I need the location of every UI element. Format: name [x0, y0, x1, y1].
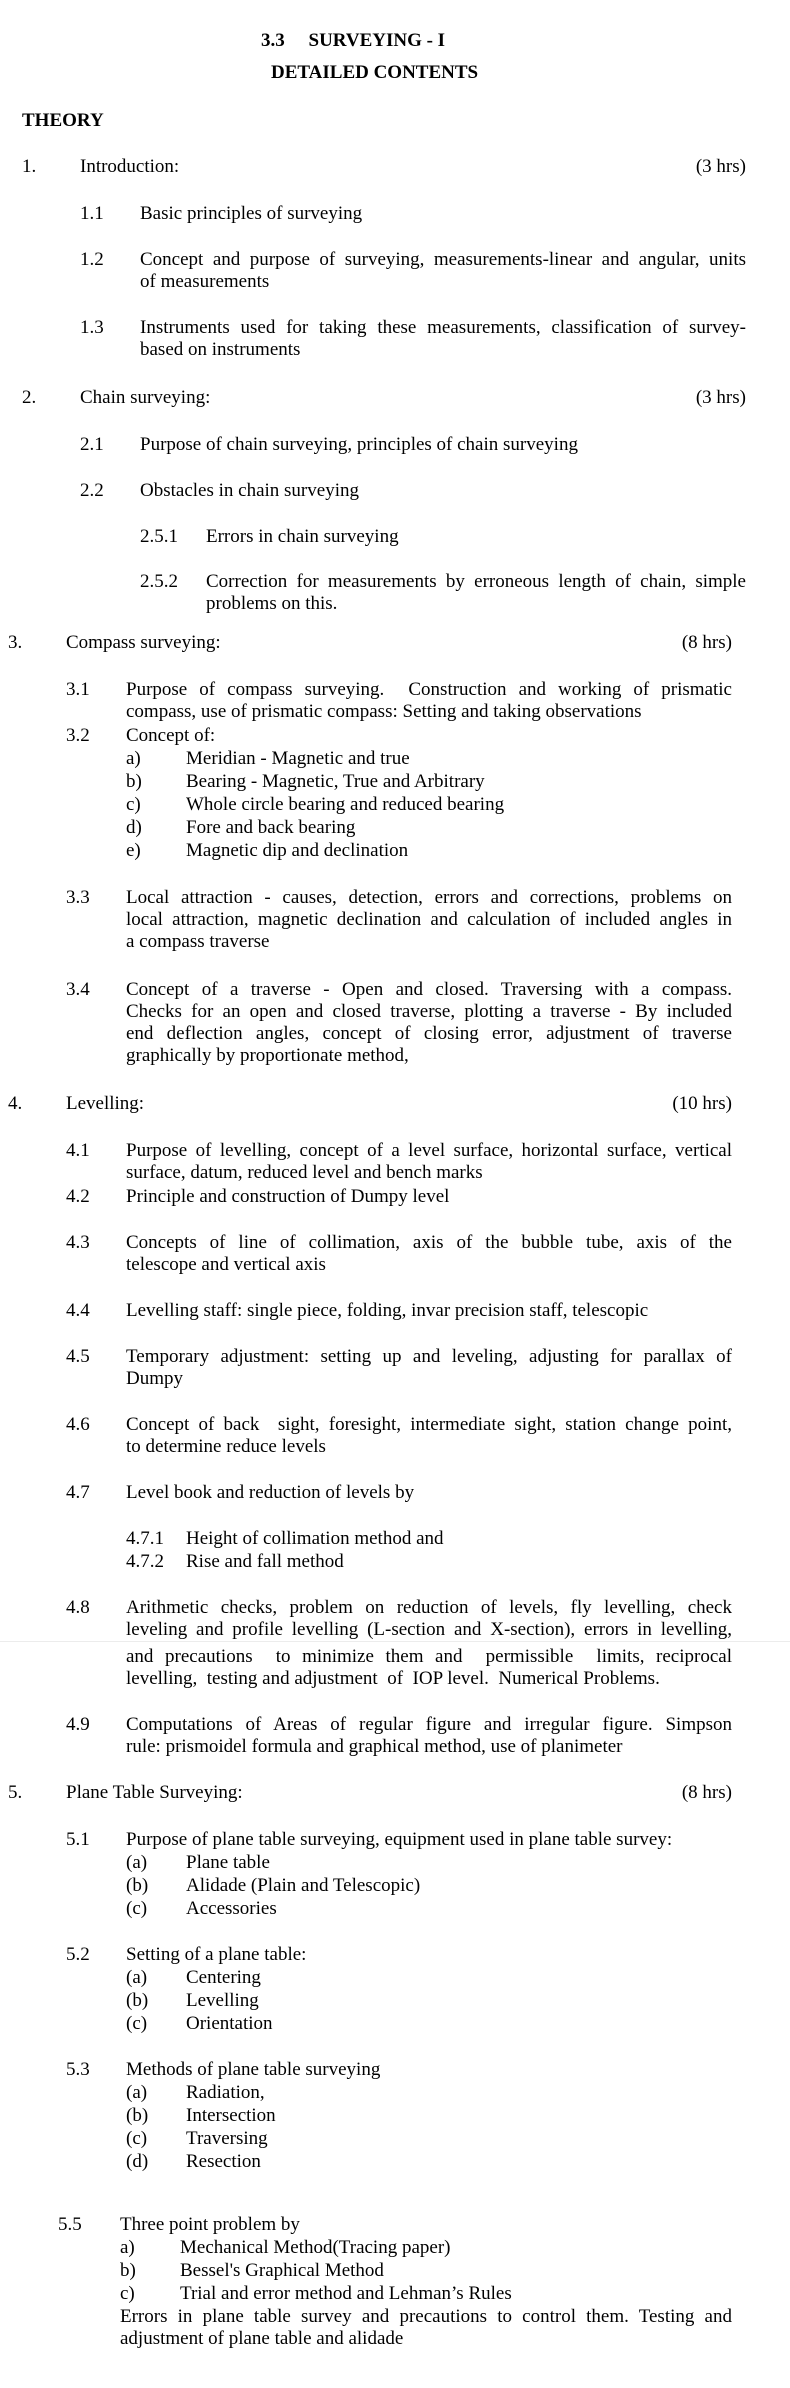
- item-number: 4.1: [66, 1140, 90, 1161]
- item-number: 2.2: [80, 480, 104, 501]
- item-number: 1.3: [80, 317, 104, 338]
- list-marker: e): [126, 840, 141, 861]
- item-number: 5.1: [66, 1829, 90, 1850]
- section-title: Levelling:: [66, 1093, 145, 1114]
- item-text: Concepts of line of collimation, axis of the bubble tube, axis of the telescope and vertical axis: [126, 1232, 732, 1275]
- list-marker: (a): [126, 2082, 148, 2103]
- list-item: Intersection: [186, 2105, 276, 2126]
- item-text: Purpose of compass surveying. Construction and working of prismatic compass, use of prismatic compass: Setting and taking observations: [126, 679, 732, 722]
- section-hours: (8 hrs): [681, 1782, 732, 1803]
- item-text: and precautions to minimize them and permissible limits, reciprocal levelling, testing and adjustment of IOP level. Numerical Problems.: [126, 1646, 732, 1689]
- list-item: Radiation,: [186, 2082, 265, 2103]
- item-number: 5.5: [58, 2214, 82, 2235]
- list-marker: (b): [126, 1990, 149, 2011]
- subitem-text: Correction for measurements by erroneous length of chain, simple problems on this.: [206, 571, 746, 614]
- item-text: Basic principles of surveying: [140, 203, 363, 224]
- list-marker: (c): [126, 2013, 148, 2034]
- subitem-text: Rise and fall method: [186, 1551, 344, 1572]
- section-number: 2.: [22, 387, 37, 408]
- item-text: Level book and reduction of levels by: [126, 1482, 415, 1503]
- page-break-line: [0, 1641, 790, 1642]
- section-hours: (10 hrs): [672, 1093, 732, 1114]
- section-title: Compass surveying:: [66, 632, 221, 653]
- section-number: 1.: [22, 156, 37, 177]
- subitem-text: Height of collimation method and: [186, 1528, 444, 1549]
- item-text: Errors in plane table survey and precautions to control them. Testing and adjustment of plane table and alidade: [120, 2306, 732, 2349]
- section-heading-theory: THEORY: [22, 110, 104, 131]
- subitem-number: 2.5.2: [140, 571, 178, 592]
- list-marker: a): [126, 748, 141, 769]
- page-subtitle: DETAILED CONTENTS: [271, 62, 479, 83]
- item-text: Local attraction - causes, detection, errors and corrections, problems on local attraction, magnetic declination and calculation of included angles in a compass traverse: [126, 887, 732, 952]
- section-number: 3.: [8, 632, 23, 653]
- section-title: Plane Table Surveying:: [66, 1782, 243, 1803]
- subitem-number: 4.7.1: [126, 1528, 164, 1549]
- list-marker: b): [120, 2260, 136, 2281]
- list-item: Levelling: [186, 1990, 259, 2011]
- item-text: Setting of a plane table:: [126, 1944, 307, 1965]
- list-item: Centering: [186, 1967, 261, 1988]
- list-item: Bessel's Graphical Method: [180, 2260, 384, 2281]
- item-text: Methods of plane table surveying: [126, 2059, 381, 2080]
- list-marker: a): [120, 2237, 135, 2258]
- item-number: 2.1: [80, 434, 104, 455]
- item-text: Concept of back sight, foresight, intermediate sight, station change point, to determine reduce levels: [126, 1414, 732, 1457]
- subitem-number: 2.5.1: [140, 526, 178, 547]
- item-number: 1.2: [80, 249, 104, 270]
- item-text: Levelling staff: single piece, folding, invar precision staff, telescopic: [126, 1300, 649, 1321]
- list-marker: (a): [126, 1967, 148, 1988]
- item-text: Three point problem by: [120, 2214, 300, 2235]
- item-number: 5.3: [66, 2059, 90, 2080]
- list-marker: (d): [126, 2151, 149, 2172]
- section-hours: (3 hrs): [695, 387, 746, 408]
- list-marker: c): [120, 2283, 135, 2304]
- list-marker: (c): [126, 1898, 148, 1919]
- section-hours: (3 hrs): [695, 156, 746, 177]
- list-marker: (c): [126, 2128, 148, 2149]
- item-text: Purpose of plane table surveying, equipment used in plane table survey:: [126, 1829, 673, 1850]
- list-marker: b): [126, 771, 142, 792]
- item-number: 3.4: [66, 979, 90, 1000]
- item-text: Arithmetic checks, problem on reduction of levels, fly levelling, check leveling and profile levelling (L-section and X-section), errors in levelling,: [126, 1597, 732, 1640]
- section-hours: (8 hrs): [681, 632, 732, 653]
- list-item: Trial and error method and Lehman’s Rules: [180, 2283, 512, 2304]
- item-number: 1.1: [80, 203, 104, 224]
- list-item: Accessories: [186, 1898, 277, 1919]
- item-number: 3.1: [66, 679, 90, 700]
- item-text: Instruments used for taking these measurements, classification of survey- based on instruments: [140, 317, 746, 360]
- section-title: Introduction:: [80, 156, 180, 177]
- item-text: Temporary adjustment: setting up and leveling, adjusting for parallax of Dumpy: [126, 1346, 732, 1389]
- list-item: Whole circle bearing and reduced bearing: [186, 794, 505, 815]
- list-item: Alidade (Plain and Telescopic): [186, 1875, 421, 1896]
- list-marker: d): [126, 817, 142, 838]
- item-number: 4.3: [66, 1232, 90, 1253]
- list-item: Traversing: [186, 2128, 268, 2149]
- section-title: Chain surveying:: [80, 387, 211, 408]
- item-number: 4.2: [66, 1186, 90, 1207]
- item-number: 4.6: [66, 1414, 90, 1435]
- list-item: Magnetic dip and declination: [186, 840, 409, 861]
- list-item: Plane table: [186, 1852, 270, 1873]
- item-number: 5.2: [66, 1944, 90, 1965]
- item-number: 4.9: [66, 1714, 90, 1735]
- item-text: Purpose of levelling, concept of a level surface, horizontal surface, vertical surface, datum, reduced level and bench marks: [126, 1140, 732, 1183]
- subitem-number: 4.7.2: [126, 1551, 164, 1572]
- list-item: Meridian - Magnetic and true: [186, 748, 410, 769]
- item-text: Principle and construction of Dumpy level: [126, 1186, 450, 1207]
- page-title: 3.3 SURVEYING - I: [261, 30, 446, 51]
- item-text: Purpose of chain surveying, principles of chain surveying: [140, 434, 578, 455]
- list-marker: (b): [126, 2105, 149, 2126]
- item-text: Concept of:: [126, 725, 216, 746]
- section-number: 4.: [8, 1093, 23, 1114]
- list-marker: (a): [126, 1852, 148, 1873]
- list-item: Fore and back bearing: [186, 817, 356, 838]
- item-text: Computations of Areas of regular figure and irregular figure. Simpson rule: prismoidel formula and graphical method, use of planimeter: [126, 1714, 732, 1757]
- section-number: 5.: [8, 1782, 23, 1803]
- item-number: 3.2: [66, 725, 90, 746]
- list-marker: c): [126, 794, 141, 815]
- list-item: Mechanical Method(Tracing paper): [180, 2237, 451, 2258]
- item-text: Concept of a traverse - Open and closed. Traversing with a compass. Checks for an open and closed traverse, plotting a traverse - By included end deflection angles, concept of closing error, adjustment of traverse graphically by proportionate method,: [126, 979, 732, 1066]
- item-number: 4.8: [66, 1597, 90, 1618]
- list-marker: (b): [126, 1875, 149, 1896]
- item-number: 4.5: [66, 1346, 90, 1367]
- item-text: Obstacles in chain surveying: [140, 480, 359, 501]
- list-item: Bearing - Magnetic, True and Arbitrary: [186, 771, 485, 792]
- item-number: 4.7: [66, 1482, 90, 1503]
- item-number: 4.4: [66, 1300, 90, 1321]
- subitem-text: Errors in chain surveying: [206, 526, 399, 547]
- item-number: 3.3: [66, 887, 90, 908]
- list-item: Resection: [186, 2151, 261, 2172]
- item-text: Concept and purpose of surveying, measurements-linear and angular, units of measurements: [140, 249, 746, 292]
- list-item: Orientation: [186, 2013, 273, 2034]
